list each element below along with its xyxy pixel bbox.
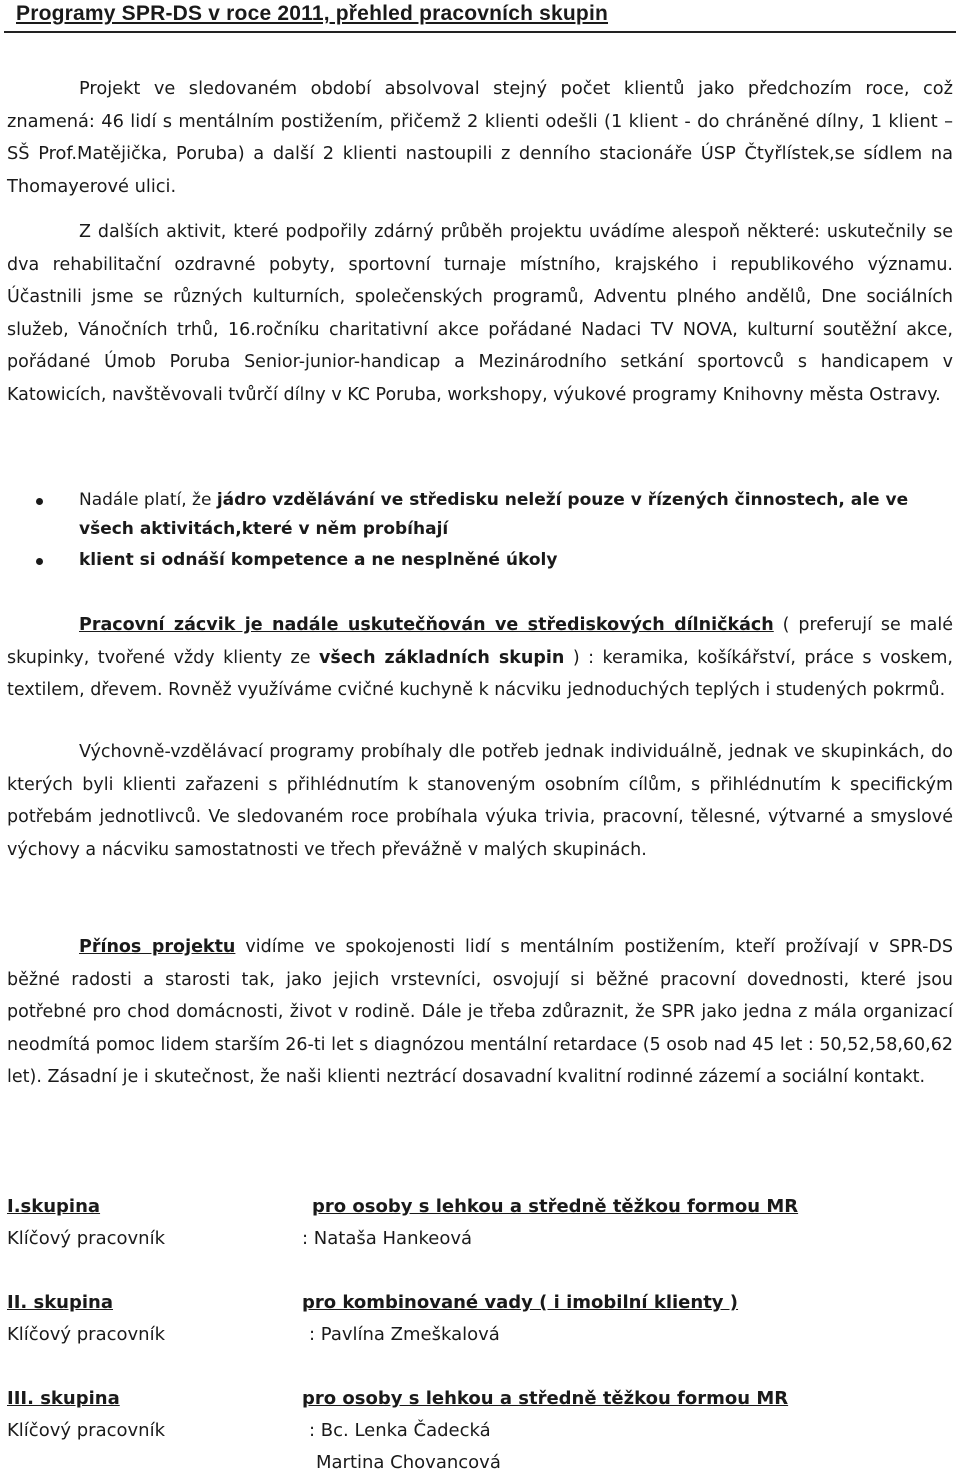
key-worker-name-2: Martina Chovancová bbox=[316, 1452, 501, 1473]
paragraph-education bbox=[7, 736, 953, 866]
principles-list bbox=[0, 486, 960, 577]
benefits-heading: Přínos projektu bbox=[79, 937, 236, 957]
paragraph-activities bbox=[7, 216, 953, 411]
title-bar bbox=[4, 0, 956, 33]
workshops-bold-groups: všech základních skupin bbox=[319, 647, 565, 668]
group-description: pro osoby s lehkou a středně těžkou formou MR bbox=[302, 1388, 789, 1409]
list-item bbox=[0, 486, 951, 544]
workshops-heading: Pracovní zácvik je nadále uskutečňován ve střediskových dílničkách bbox=[79, 615, 774, 635]
group-description: pro osoby s lehkou a středně těžkou formou MR bbox=[312, 1196, 799, 1217]
group-name: III. skupina bbox=[7, 1388, 120, 1409]
workshops-text-1: ( preferují se malé skupinky, tvořené vždy klienty ze bbox=[7, 615, 953, 668]
group-name: I.skupina bbox=[7, 1196, 101, 1217]
bullet-1-lead: Nadále platí, že bbox=[79, 490, 217, 510]
key-worker-name: : Bc. Lenka Čadecká bbox=[309, 1420, 491, 1441]
bullet-icon bbox=[36, 498, 43, 505]
bullet-2-text: klient si odnáší kompetence a ne nesplněné úkoly bbox=[79, 550, 558, 570]
page-title: Programy SPR-DS v roce 2011, přehled pracovních skupin bbox=[16, 2, 609, 25]
key-worker-name: : Pavlína Zmeškalová bbox=[309, 1324, 500, 1345]
benefits-text: vidíme ve spokojenosti lidí s mentálním postižením, kteří prožívají v SPR-DS běžné radosti a starosti tak, jako jejich vrstevníci, osvojují si běžné pracovní dovednosti, které jsou potřebné pro chod domácnosti, život v rodině. Dále je třeba zdůraznit, že SPR jako jedna z mála organizací neodmítá pomoc lidem starším 26-ti let s diagnózou mentální retardace (5 osob nad 45 let : 50,52,58,60,62 let). Zásadní je i skutečnost, že naši klienti neztrácí dosavadní kvalitní rodinné zázemí a sociální kontakt. bbox=[7, 937, 953, 1087]
paragraph-activities-text: Z dalších aktivit, které podpořily zdárný průběh projektu uvádíme alespoň některé: uskutečnily se dva rehabilitační ozdravné pobyty, sportovní turnaje místního, krajského i republikového významu. Účastnili jsme se různých kulturních, společenských programů, Adventu plného andělů, Dne sociálních služeb, Vánočních trhů, 16.ročníku charitativní akce pořádané Nadaci TV NOVA, kulturní soutěžní akce, pořádané Úmob Poruba Senior-junior-handicap a Mezinárodního setkání sportovců s handicapem v Katowicích, navštěvovali tvůrčí dílny v KC Poruba, workshopy, výukové programy Knihovny města Ostravy. bbox=[7, 222, 953, 405]
key-worker-label: Klíčový pracovník bbox=[7, 1228, 165, 1249]
paragraph-clients bbox=[7, 73, 953, 203]
paragraph-workshops bbox=[7, 609, 953, 707]
bullet-icon bbox=[36, 558, 43, 565]
key-worker-label: Klíčový pracovník bbox=[7, 1420, 165, 1441]
workshops-text-2: ) : keramika, košíkářství, práce s voskem, textilem, dřevem. Rovněž využíváme cvičné kuchyně k nácviku jednoduchých teplých i studených pokrmů. bbox=[7, 647, 953, 700]
paragraph-benefits bbox=[7, 931, 953, 1094]
key-worker-name: : Nataša Hankeová bbox=[302, 1228, 473, 1249]
bullet-1-bold: jádro vzdělávání ve středisku neleží pouze v řízených činnostech, ale ve všech aktivitách,které v něm probíhají bbox=[79, 490, 909, 539]
paragraph-education-text: Výchovně-vzdělávací programy probíhaly dle potřeb jednak individuálně, jednak ve skupinkách, do kterých byli klienti zařazeni s přihlédnutím k stanoveným osobním cílům, s přihlédnutím k specifickým potřebám jednotlivců. Ve sledovaném roce probíhala výuka trivia, pracovní, tělesné, výtvarné a smyslové výchovy a nácviku samostatnosti ve třech převážně v malých skupinách. bbox=[7, 742, 953, 860]
paragraph-clients-text: Projekt ve sledovaném období absolvoval stejný počet klientů jako předchozím roce, což znamená: 46 lidí s mentálním postižením, přičemž 2 klienti odešli (1 klient - do chráněné dílny, 1 klient – SŠ Prof.Matějička, Poruba) a další 2 klienti nastoupili z denního stacionáře ÚSP Čtyřlístek,se sídlem na Thomayerové ulici. bbox=[7, 78, 953, 197]
group-description: pro kombinované vady ( i imobilní klienty ) bbox=[302, 1292, 739, 1313]
list-item bbox=[0, 546, 951, 575]
key-worker-label: Klíčový pracovník bbox=[7, 1324, 165, 1345]
group-name: II. skupina bbox=[7, 1292, 114, 1313]
